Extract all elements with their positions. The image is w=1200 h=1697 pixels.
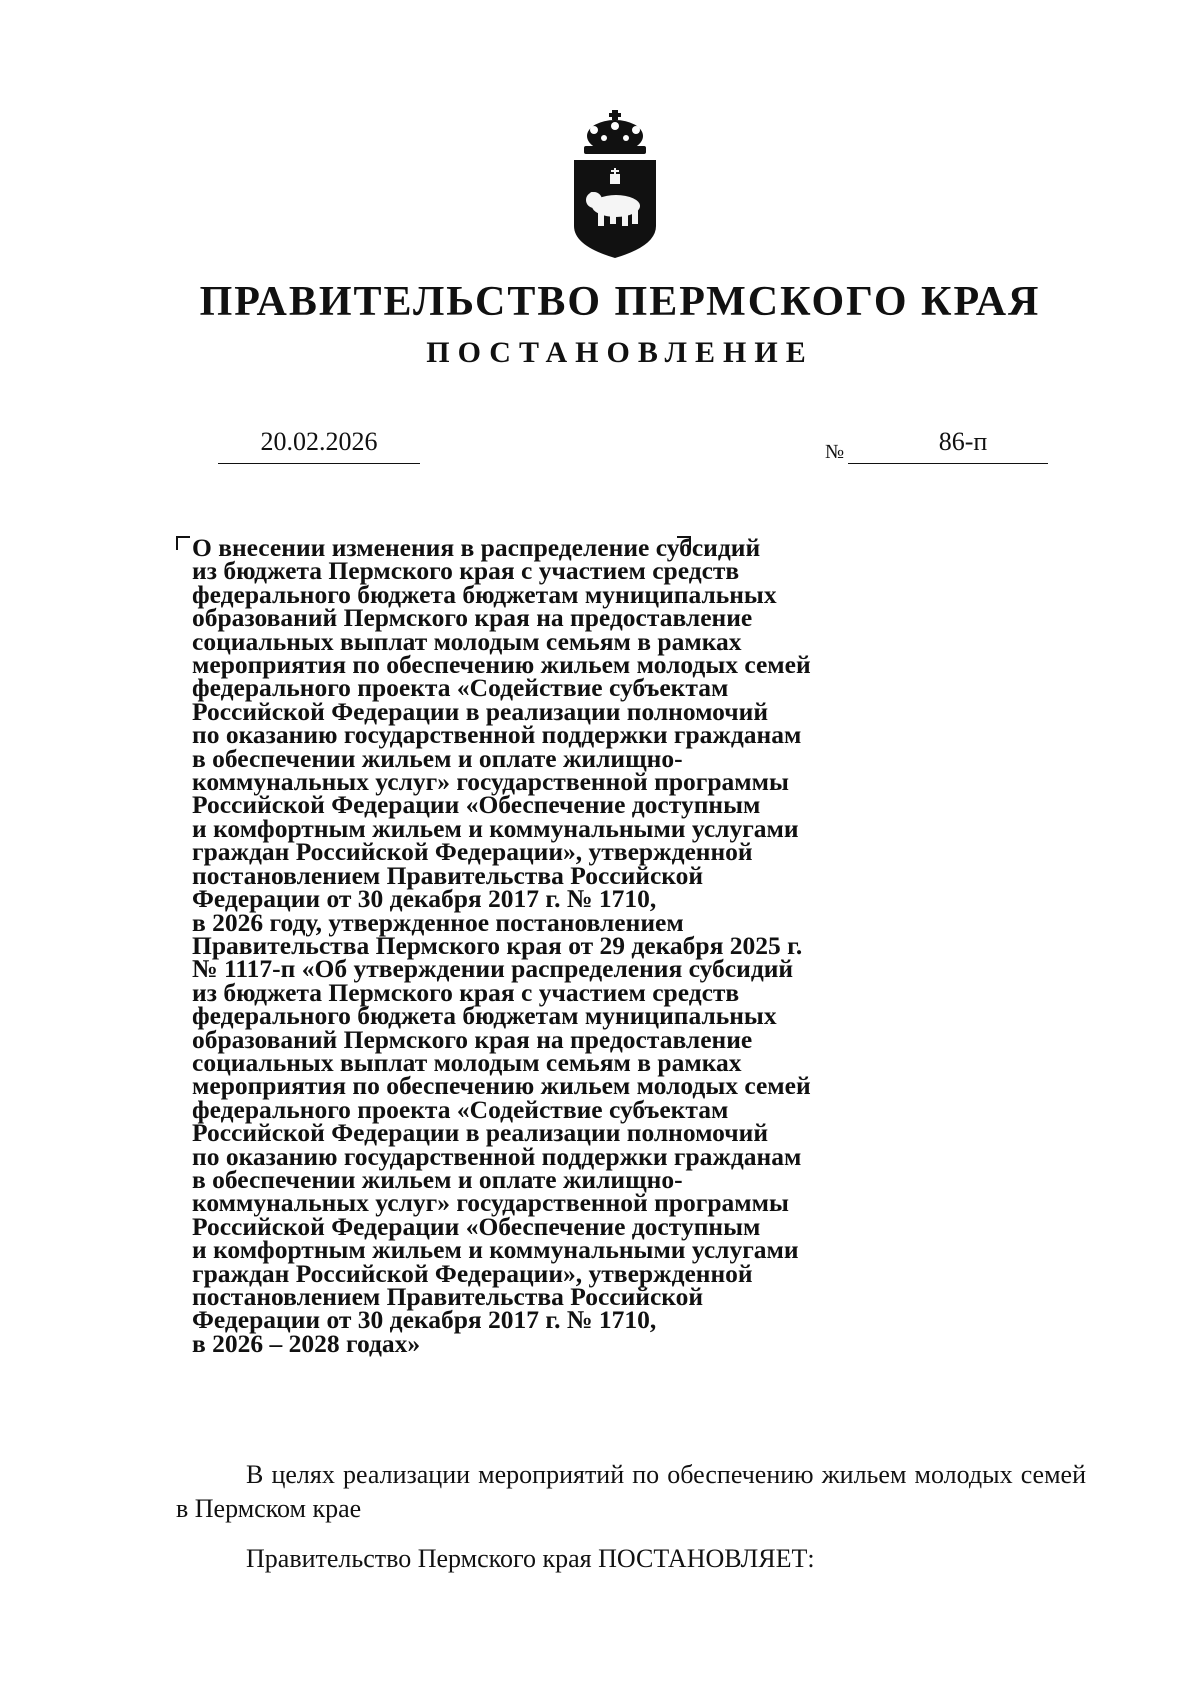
document-subject: О внесении изменения в распределение субсидий из бюджета Пермского края с участием средств федерального бюджета бюджетам муниципальных образований Пермского края на предоставление социальных выплат молодым семьям в рамках мероприятия по обеспечению жильем молодых семей федерального проекта «Содействие субъектам Российской Федерации в реализации полномочий по оказанию государственной поддержки гражданам в обеспечении жильем и оплате жилищно- коммунальных услуг» государственной программы Российской Федерации «Обеспечение доступным и комфортным жильем и коммунальными услугами граждан Российской Федерации», утвержденной постановлением Правительства Российской Федерации от 30 декабря 2017 г. № 1710, в 2026 году, утвержденное постановлением Правительства Пермского края от 29 декабря 2025 г. № 1117-п «Об утверждении распределения субсидий из бюджета Пермского края с участием средств федерального бюджета бюджетам муниципальных образований Пермского края на предоставление социальных выплат молодым семьям в рамках мероприятия по обеспечению жильем молодых семей федерального проекта «Содействие субъектам Российской Федерации в реализации полномочий по оказанию государственной поддержки гражданам в обеспечении жильем и оплате жилищно- коммунальных услуг» государственной программы Российской Федерации «Обеспечение доступным и комфортным жильем и коммунальными услугами граждан Российской Федерации», утвержденной постановлением Правительства Российской Федерации от 30 декабря 2017 г. № 1710, в 2026 – 2028 годах»: [192, 533, 811, 1358]
crown-icon: [584, 110, 646, 154]
perm-krai-coat-of-arms-icon: [570, 108, 660, 260]
resolution-paragraph: Правительство Пермского края ПОСТАНОВЛЯЕТ:: [246, 1544, 815, 1573]
issuing-authority: ПРАВИТЕЛЬСТВО ПЕРМСКОГО КРАЯ: [199, 279, 1041, 325]
number-sign: №: [825, 441, 845, 463]
coat-of-arms: [570, 108, 660, 260]
document-date: 20.02.2026: [218, 425, 420, 464]
document-type: ПОСТАНОВЛЕНИЕ: [426, 336, 814, 369]
preamble-paragraph: В целях реализации мероприятий по обеспечению жильем молодых семей в Пермском крае: [176, 1460, 1086, 1523]
document-number: 86-п: [848, 425, 1048, 464]
subject-bracket-left: [176, 536, 190, 550]
